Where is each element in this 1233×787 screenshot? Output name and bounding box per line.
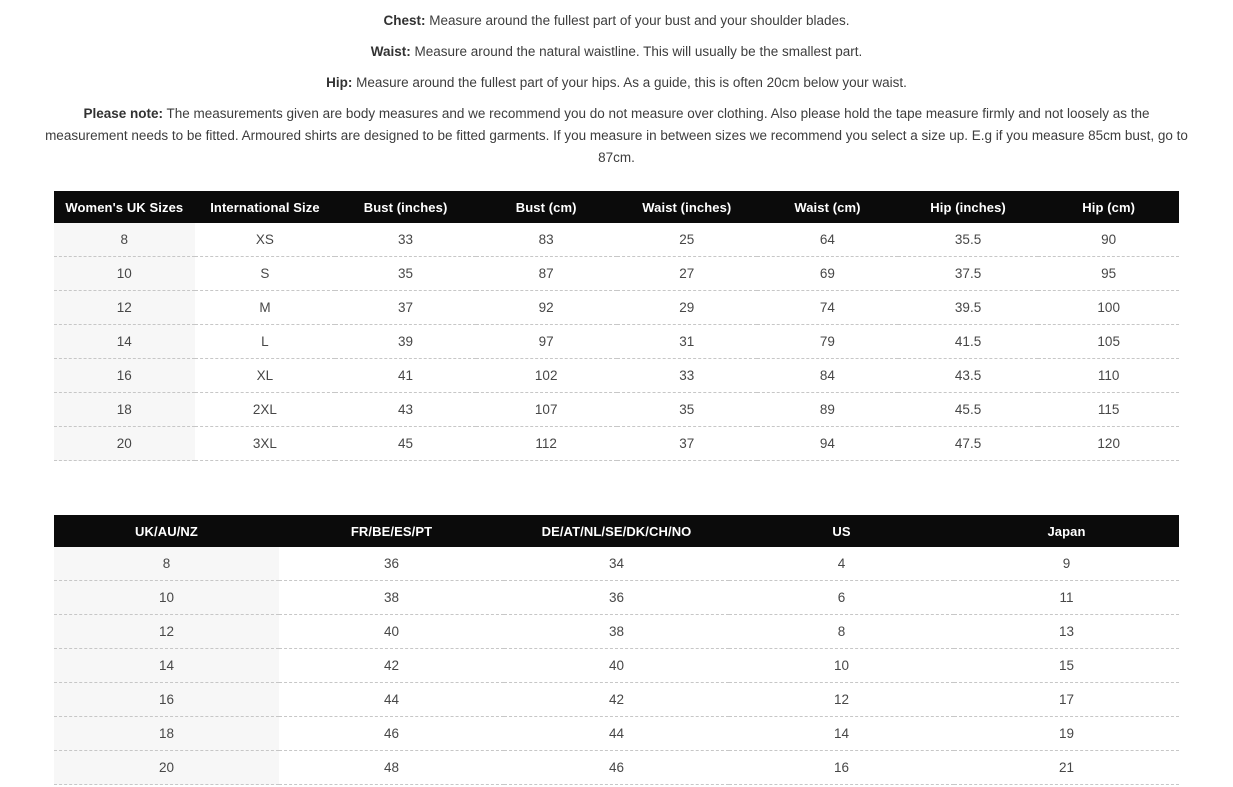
table-cell: 4 xyxy=(729,547,954,581)
table-cell: 34 xyxy=(504,547,729,581)
table-cell: 83 xyxy=(476,223,617,257)
column-header: Japan xyxy=(954,515,1179,547)
table-cell: 110 xyxy=(1038,359,1179,393)
column-header: Bust (cm) xyxy=(476,191,617,223)
international-conversion-table xyxy=(54,515,1179,785)
hip-text: Measure around the fullest part of your hips. As a guide, this is often 20cm below your waist. xyxy=(356,75,907,90)
table-cell: 95 xyxy=(1038,257,1179,291)
table-row xyxy=(54,581,1179,615)
table-cell: 87 xyxy=(476,257,617,291)
table-cell: 31 xyxy=(617,325,758,359)
table-cell: 48 xyxy=(279,751,504,785)
column-header: Bust (inches) xyxy=(335,191,476,223)
table-cell: 120 xyxy=(1038,427,1179,461)
table-cell: 29 xyxy=(617,291,758,325)
table-cell: 17 xyxy=(954,683,1179,717)
table-cell: 69 xyxy=(757,257,898,291)
chest-text: Measure around the fullest part of your bust and your shoulder blades. xyxy=(429,13,850,28)
table-cell: 25 xyxy=(617,223,758,257)
table-cell: 2XL xyxy=(195,393,336,427)
hip-label: Hip: xyxy=(326,75,353,90)
table-cell: 16 xyxy=(729,751,954,785)
table-row xyxy=(54,717,1179,751)
table-cell: 102 xyxy=(476,359,617,393)
table-row xyxy=(54,257,1179,291)
table-cell: 14 xyxy=(54,649,279,683)
table-cell: 41 xyxy=(335,359,476,393)
table-cell: 40 xyxy=(504,649,729,683)
womens-uk-sizes-table xyxy=(54,191,1179,461)
table-cell: 14 xyxy=(54,325,195,359)
table-row xyxy=(54,223,1179,257)
column-header: DE/AT/NL/SE/DK/CH/NO xyxy=(504,515,729,547)
hip-instruction xyxy=(42,72,1192,94)
table-cell: 64 xyxy=(757,223,898,257)
table-cell: 84 xyxy=(757,359,898,393)
table-cell: 42 xyxy=(279,649,504,683)
table-cell: 10 xyxy=(54,581,279,615)
table-cell: 90 xyxy=(1038,223,1179,257)
table-cell: 74 xyxy=(757,291,898,325)
please-note xyxy=(42,103,1192,169)
column-header: US xyxy=(729,515,954,547)
table-cell: 20 xyxy=(54,427,195,461)
table-cell: 45 xyxy=(335,427,476,461)
measurement-instructions xyxy=(0,10,1233,169)
table-cell: XS xyxy=(195,223,336,257)
column-header: Hip (cm) xyxy=(1038,191,1179,223)
chest-label: Chest: xyxy=(383,13,426,28)
table-row xyxy=(54,393,1179,427)
table-cell: 112 xyxy=(476,427,617,461)
table-cell: 16 xyxy=(54,683,279,717)
table-cell: 35.5 xyxy=(898,223,1039,257)
table-cell: 8 xyxy=(54,223,195,257)
table-cell: 33 xyxy=(617,359,758,393)
table-cell: 43 xyxy=(335,393,476,427)
please-note-text: The measurements given are body measures and we recommend you do not measure over clothing. Also please hold the tape measure firmly and not loosely as the measurement needs to be fitted. Armoured shirts are designed to be fitted garments. If you measure in between sizes we recommend you select a size up. E.g if you measure 85cm bust, go to 87cm. xyxy=(45,106,1188,165)
waist-text: Measure around the natural waistline. This will usually be the smallest part. xyxy=(414,44,863,59)
table-cell: 47.5 xyxy=(898,427,1039,461)
table-cell: 39 xyxy=(335,325,476,359)
please-note-label: Please note: xyxy=(83,106,163,121)
table-cell: 15 xyxy=(954,649,1179,683)
table-cell: 36 xyxy=(504,581,729,615)
table-cell: 42 xyxy=(504,683,729,717)
table-cell: 18 xyxy=(54,393,195,427)
column-header: Waist (cm) xyxy=(757,191,898,223)
table-cell: 18 xyxy=(54,717,279,751)
table-cell: 43.5 xyxy=(898,359,1039,393)
table-row xyxy=(54,325,1179,359)
table-cell: XL xyxy=(195,359,336,393)
table-cell: 46 xyxy=(279,717,504,751)
table-cell: 44 xyxy=(279,683,504,717)
table-cell: 38 xyxy=(504,615,729,649)
table-cell: M xyxy=(195,291,336,325)
table-cell: 79 xyxy=(757,325,898,359)
table-cell: 41.5 xyxy=(898,325,1039,359)
table-cell: 12 xyxy=(729,683,954,717)
waist-instruction xyxy=(42,41,1192,63)
table-cell: 16 xyxy=(54,359,195,393)
table-row xyxy=(54,547,1179,581)
table-row xyxy=(54,751,1179,785)
table-header-row xyxy=(54,191,1179,223)
column-header: UK/AU/NZ xyxy=(54,515,279,547)
table-cell: 45.5 xyxy=(898,393,1039,427)
table-cell: 35 xyxy=(335,257,476,291)
table-cell: 46 xyxy=(504,751,729,785)
table-cell: 8 xyxy=(729,615,954,649)
table-cell: 3XL xyxy=(195,427,336,461)
table-row xyxy=(54,291,1179,325)
table-cell: 92 xyxy=(476,291,617,325)
table-cell: 21 xyxy=(954,751,1179,785)
table-header-row xyxy=(54,515,1179,547)
table-cell: S xyxy=(195,257,336,291)
table-cell: 6 xyxy=(729,581,954,615)
waist-label: Waist: xyxy=(370,44,411,59)
column-header: Women's UK Sizes xyxy=(54,191,195,223)
table-cell: 11 xyxy=(954,581,1179,615)
table-cell: 10 xyxy=(54,257,195,291)
table-cell: L xyxy=(195,325,336,359)
table-row xyxy=(54,615,1179,649)
table-cell: 14 xyxy=(729,717,954,751)
table-cell: 115 xyxy=(1038,393,1179,427)
column-header: International Size xyxy=(195,191,336,223)
table-cell: 37.5 xyxy=(898,257,1039,291)
chest-instruction xyxy=(42,10,1192,32)
table-cell: 19 xyxy=(954,717,1179,751)
table-row xyxy=(54,683,1179,717)
table-cell: 100 xyxy=(1038,291,1179,325)
table-cell: 37 xyxy=(335,291,476,325)
table-cell: 33 xyxy=(335,223,476,257)
table-row xyxy=(54,649,1179,683)
table-cell: 40 xyxy=(279,615,504,649)
column-header: FR/BE/ES/PT xyxy=(279,515,504,547)
table-cell: 105 xyxy=(1038,325,1179,359)
table-row xyxy=(54,427,1179,461)
table-cell: 107 xyxy=(476,393,617,427)
table-cell: 89 xyxy=(757,393,898,427)
table-cell: 9 xyxy=(954,547,1179,581)
table-cell: 97 xyxy=(476,325,617,359)
table-cell: 20 xyxy=(54,751,279,785)
table-cell: 44 xyxy=(504,717,729,751)
table-cell: 36 xyxy=(279,547,504,581)
table-cell: 8 xyxy=(54,547,279,581)
table-row xyxy=(54,359,1179,393)
table-cell: 35 xyxy=(617,393,758,427)
table-cell: 12 xyxy=(54,615,279,649)
table-cell: 10 xyxy=(729,649,954,683)
table-cell: 39.5 xyxy=(898,291,1039,325)
table-cell: 38 xyxy=(279,581,504,615)
table-cell: 27 xyxy=(617,257,758,291)
table-cell: 94 xyxy=(757,427,898,461)
table-cell: 13 xyxy=(954,615,1179,649)
column-header: Hip (inches) xyxy=(898,191,1039,223)
column-header: Waist (inches) xyxy=(617,191,758,223)
table-cell: 37 xyxy=(617,427,758,461)
table-cell: 12 xyxy=(54,291,195,325)
